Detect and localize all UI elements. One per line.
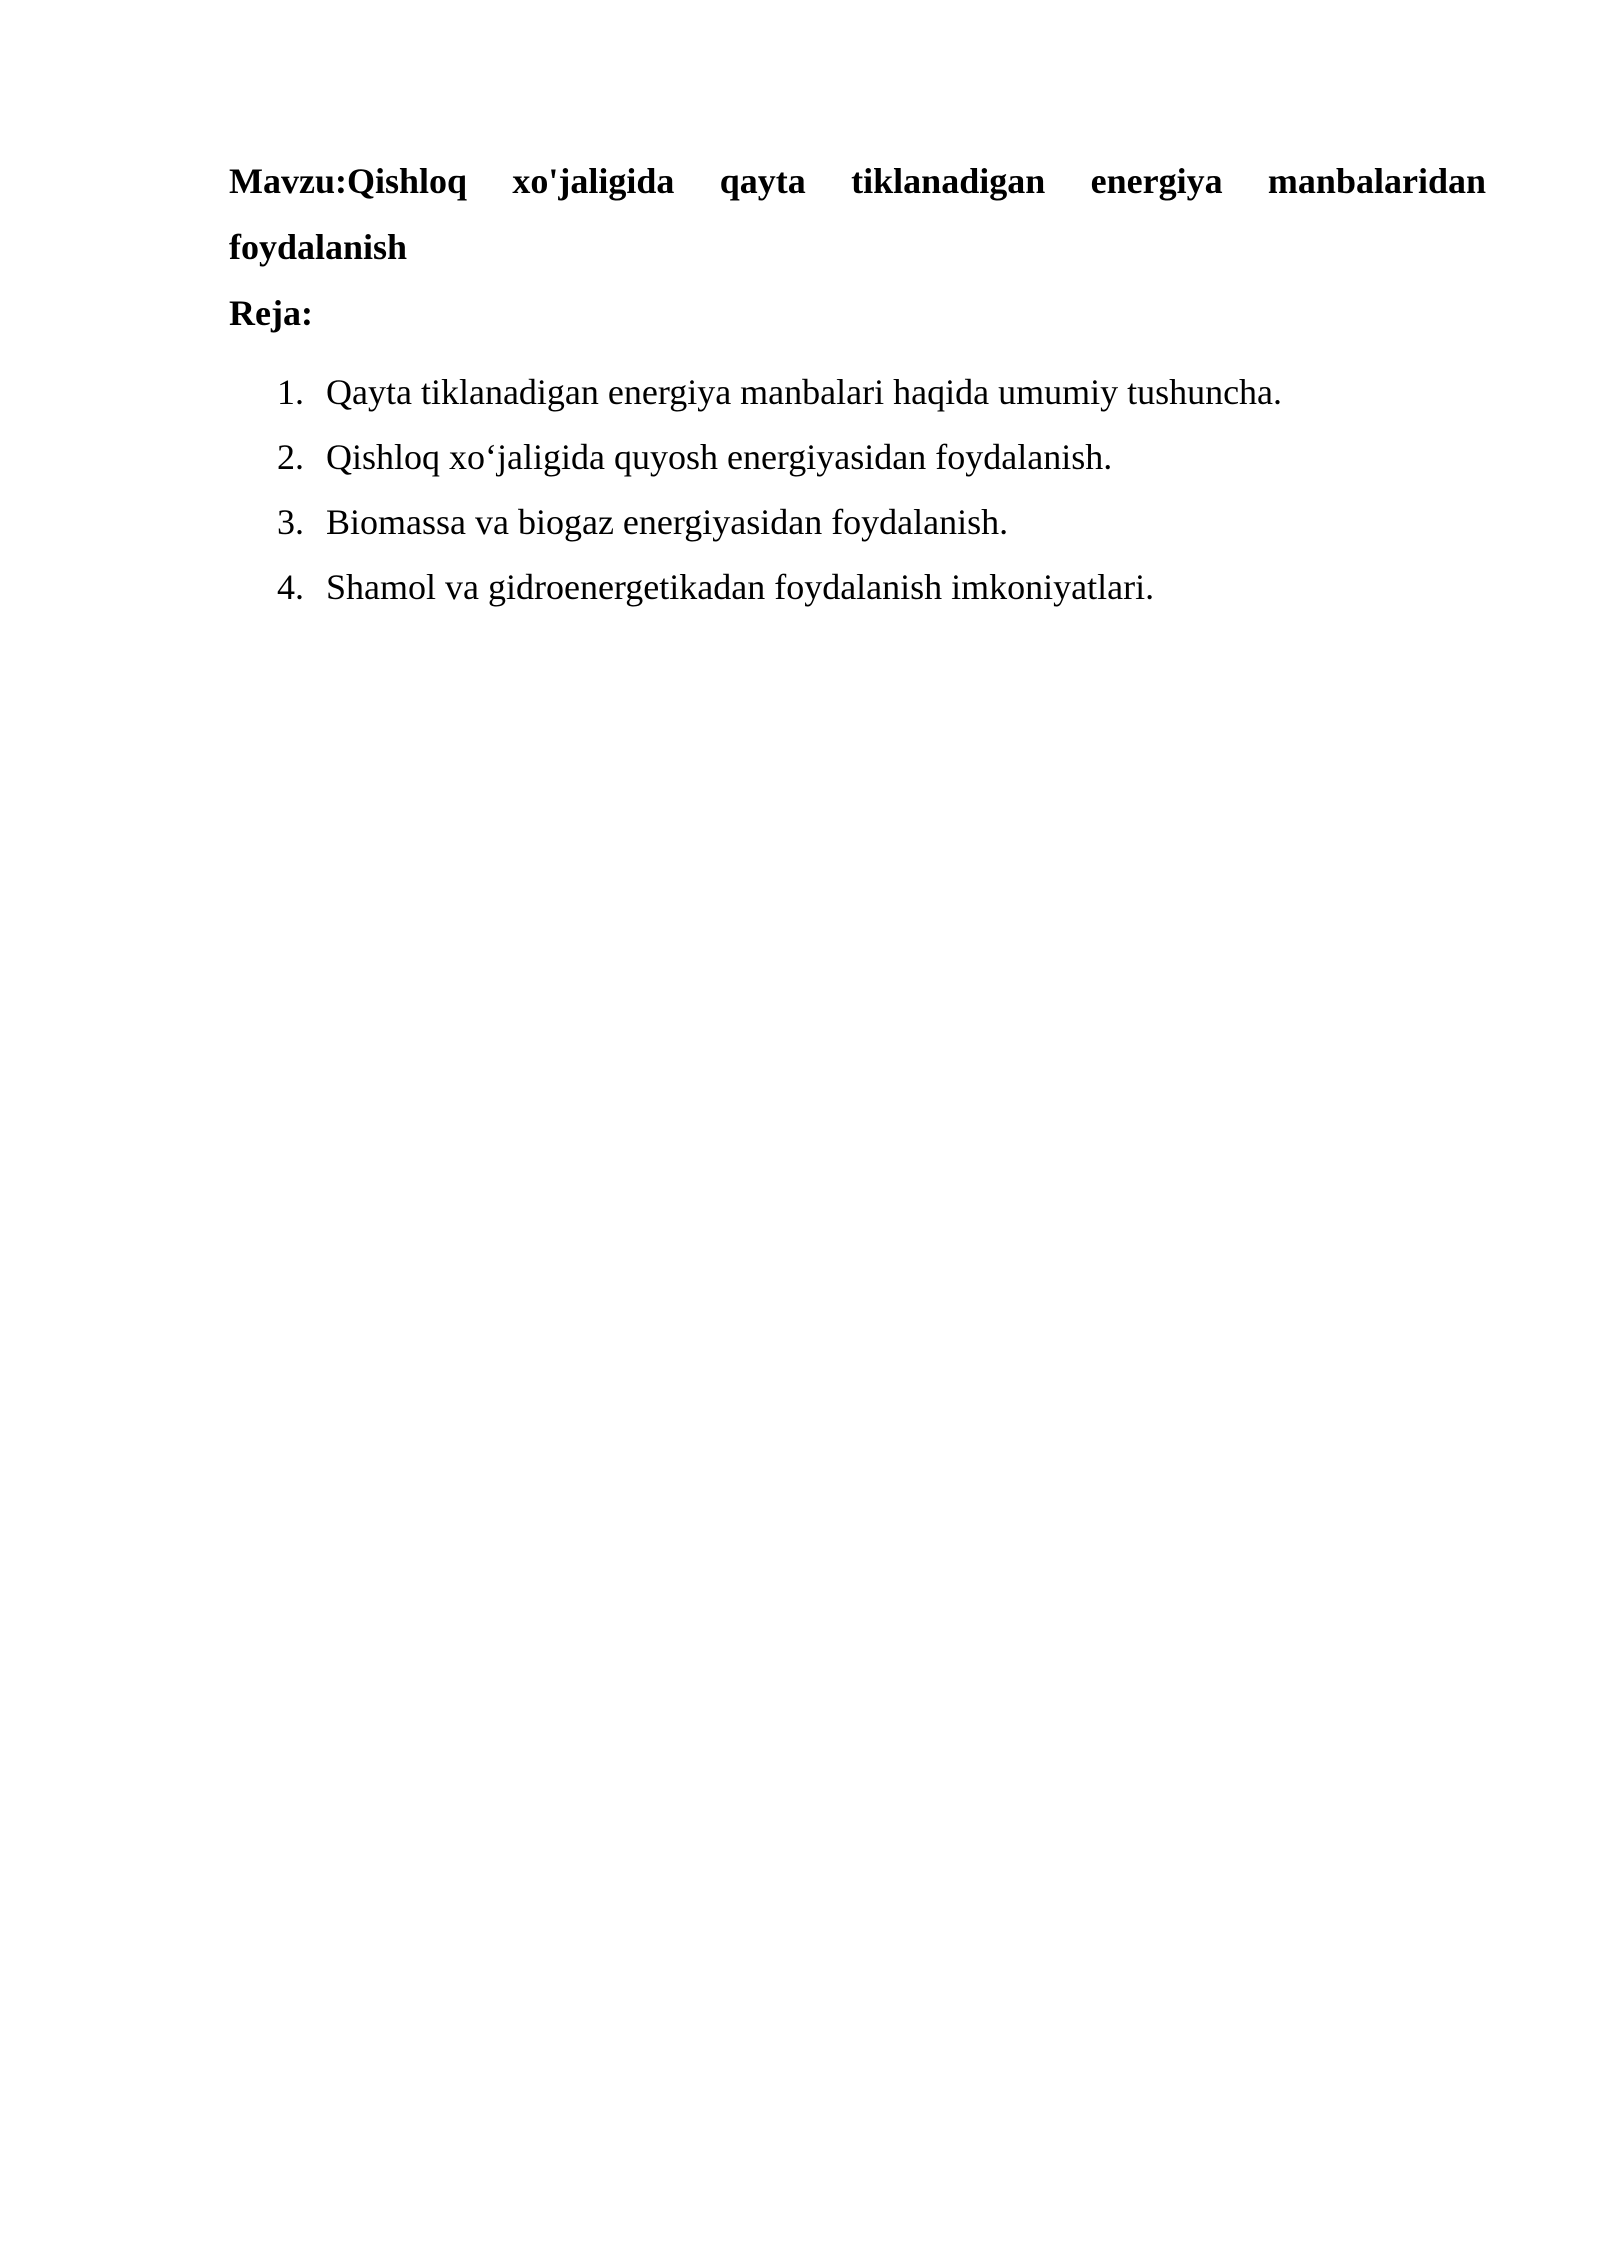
plan-item-text: Qishloq xo‘jaligida quyosh energiyasidan foydalanish. (326, 437, 1113, 477)
plan-heading: Reja: (229, 293, 313, 333)
plan-item-number: 4. (277, 567, 304, 607)
plan-item-number: 2. (277, 437, 304, 477)
plan-item-text: Qayta tiklanadigan energiya manbalari haqida umumiy tushuncha. (326, 372, 1283, 412)
plan-item (229, 360, 1486, 425)
plan-item (229, 555, 1486, 620)
plan-item (229, 490, 1486, 555)
plan-item-number: 3. (277, 502, 304, 542)
plan-item-number: 1. (277, 372, 304, 412)
plan-item-text: Shamol va gidroenergetikadan foydalanish imkoniyatlari. (326, 567, 1155, 607)
plan-item (229, 425, 1486, 490)
plan-list (229, 360, 1486, 620)
plan-item-text: Biomassa va biogaz energiyasidan foydalanish. (326, 502, 1009, 542)
document-body (229, 148, 1486, 620)
topic-title: Mavzu:Qishloq xo'jaligida qayta tiklanadigan energiya manbalaridan foydalanish (229, 161, 1486, 267)
